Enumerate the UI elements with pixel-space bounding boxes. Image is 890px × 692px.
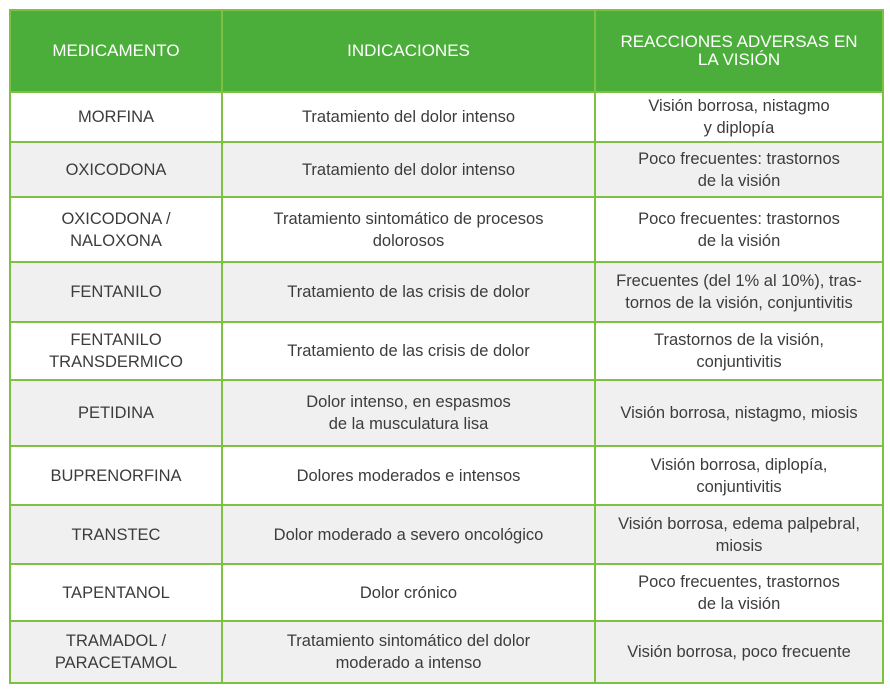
cell-indicaciones: Tratamiento sintomático del dolor moderado a intenso: [222, 621, 595, 683]
table-row: [10, 262, 883, 322]
cell-indicaciones: Tratamiento de las crisis de dolor: [222, 262, 595, 322]
cell-medicamento: OXICODONA: [10, 142, 222, 197]
table-container: [9, 9, 882, 684]
cell-reacciones: Visión borrosa, diplopía, conjuntivitis: [595, 446, 883, 505]
cell-indicaciones: Tratamiento del dolor intenso: [222, 92, 595, 142]
cell-reacciones: Trastornos de la visión, conjuntivitis: [595, 322, 883, 380]
cell-reacciones: Poco frecuentes: trastornos de la visión: [595, 197, 883, 262]
table-row: [10, 142, 883, 197]
table-row: [10, 197, 883, 262]
cell-medicamento: BUPRENORFINA: [10, 446, 222, 505]
cell-medicamento: MORFINA: [10, 92, 222, 142]
cell-medicamento: FENTANILO: [10, 262, 222, 322]
medication-table: [9, 9, 884, 684]
cell-indicaciones: Tratamiento de las crisis de dolor: [222, 322, 595, 380]
cell-reacciones: Visión borrosa, nistagmo, miosis: [595, 380, 883, 446]
cell-indicaciones: Dolor moderado a severo oncológico: [222, 505, 595, 564]
cell-indicaciones: Dolor crónico: [222, 564, 595, 621]
cell-reacciones: Visión borrosa, edema palpebral, miosis: [595, 505, 883, 564]
cell-reacciones: Visión borrosa, nistagmo y diplopía: [595, 92, 883, 142]
table-row: [10, 92, 883, 142]
cell-medicamento: TRAMADOL / PARACETAMOL: [10, 621, 222, 683]
table-row: [10, 505, 883, 564]
table-row: [10, 564, 883, 621]
header-medicamento: MEDICAMENTO: [10, 10, 222, 92]
table-row: [10, 380, 883, 446]
cell-medicamento: OXICODONA / NALOXONA: [10, 197, 222, 262]
cell-reacciones: Poco frecuentes, trastornos de la visión: [595, 564, 883, 621]
table-row: [10, 322, 883, 380]
cell-medicamento: TAPENTANOL: [10, 564, 222, 621]
cell-reacciones: Frecuentes (del 1% al 10%), tras- tornos de la visión, conjuntivitis: [595, 262, 883, 322]
cell-indicaciones: Dolores moderados e intensos: [222, 446, 595, 505]
cell-indicaciones: Dolor intenso, en espasmos de la musculatura lisa: [222, 380, 595, 446]
header-reacciones: REACCIONES ADVERSAS EN LA VISIÓN: [595, 10, 883, 92]
cell-medicamento: FENTANILO TRANSDERMICO: [10, 322, 222, 380]
cell-medicamento: PETIDINA: [10, 380, 222, 446]
header-indicaciones: INDICACIONES: [222, 10, 595, 92]
cell-medicamento: TRANSTEC: [10, 505, 222, 564]
header-row: [10, 10, 883, 92]
table-row: [10, 446, 883, 505]
cell-reacciones: Poco frecuentes: trastornos de la visión: [595, 142, 883, 197]
cell-indicaciones: Tratamiento del dolor intenso: [222, 142, 595, 197]
cell-reacciones: Visión borrosa, poco frecuente: [595, 621, 883, 683]
cell-indicaciones: Tratamiento sintomático de procesos dolorosos: [222, 197, 595, 262]
table-row: [10, 621, 883, 683]
